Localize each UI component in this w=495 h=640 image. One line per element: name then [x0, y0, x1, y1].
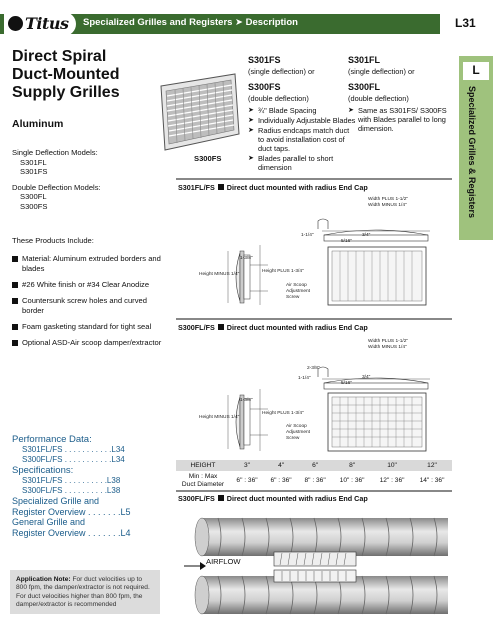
table-cell: 6" : 36" [264, 471, 298, 490]
specifications-ref-1[interactable]: S301FL/FS . . . . . . . . . .L38 [22, 476, 121, 485]
s2-width-plus: Width PLUS 1-1/2" [368, 339, 409, 344]
table-row [176, 471, 452, 490]
feature-bullet: Optional ASD-Air scoop damper/extractor [12, 338, 162, 348]
table-cell: 12" [412, 460, 452, 471]
model-s301fl-sub: (single deflection) or [348, 67, 415, 76]
section-1-title [178, 183, 368, 192]
s300fs-feature: ➤ ¾" Blade Spacing [248, 106, 356, 115]
performance-ref-2[interactable]: S300FL/FS . . . . . . . . . . .L34 [22, 455, 125, 464]
section-divider [176, 318, 452, 320]
duct-diameter-table [176, 460, 452, 490]
side-tab-letter: L [472, 63, 480, 77]
performance-heading: Performance Data: [12, 434, 92, 445]
table-cell: 8" [332, 460, 372, 471]
s2-width-minus: Width MINUS 1/4" [368, 345, 407, 350]
feature-bullet: Foam gasketing standard for tight seal [12, 322, 162, 332]
double-model-2: S300FS [20, 201, 48, 211]
section-3-model: S300FL/FS [178, 494, 215, 503]
section-divider [176, 178, 452, 180]
product-title-line-2: Duct-Mounted [12, 66, 120, 83]
table-cell: 12" : 36" [372, 471, 412, 490]
page-header [0, 10, 495, 38]
s1-height-plus: Height PLUS 1-3/4" [262, 269, 304, 274]
logo-text: Titus [25, 14, 69, 33]
feature-bullet: Countersunk screw holes and curved border [12, 296, 162, 316]
overview-ref-2-line-2[interactable]: Register Overview . . . . . . .L4 [12, 527, 131, 538]
s2-dim-0: 2-3/8" [307, 366, 320, 371]
titus-logo [4, 12, 76, 36]
models-list [12, 148, 162, 211]
photo-caption: S300FS [194, 154, 222, 163]
s1-width-plus: Width PLUS 1-1/2" [368, 197, 409, 202]
s1-width-minus: Width MINUS 1/4" [368, 203, 407, 208]
s300fs-feature: ➤ Individually Adjustable Blades [248, 116, 356, 125]
s2-air-scoop: Air Scoop Adjustment Screw [286, 424, 310, 441]
specifications-ref-2[interactable]: S300FL/FS . . . . . . . . . .L38 [22, 486, 121, 495]
performance-ref-1[interactable]: S301FL/FS . . . . . . . . . . .L34 [22, 445, 125, 454]
diameter-label-line-1: Min : Max [188, 472, 218, 480]
section-2-model: S300FL/FS [178, 323, 215, 332]
s300fl-feature: ➤ Same as S301FS/ S300FS with Blades parallel to long dimension. [348, 106, 448, 133]
side-tab-label: Specialized Grilles & Registers [467, 86, 477, 219]
feature-bullet: #26 White finish or #34 Clear Anodize [12, 280, 162, 290]
table-cell: 10" : 36" [332, 471, 372, 490]
specifications-heading: Specifications: [12, 465, 74, 476]
material-heading: Aluminum [12, 118, 64, 130]
model-s301fs-sub: (single deflection) or [248, 67, 315, 76]
table-row [176, 460, 452, 471]
s300fs-feature: ➤ Radius endcaps match duct to avoid installation cost of duct taps. [248, 126, 356, 153]
single-model-1: S301FL [20, 157, 47, 167]
model-s300fl-sub: (double deflection) [348, 94, 409, 103]
table-cell: 4" [264, 460, 298, 471]
grille-product-photo [155, 72, 243, 152]
logo-globe-icon [8, 16, 23, 31]
s1-height-minus: Height MINUS 1/4" [199, 272, 240, 277]
section-1-desc: Direct duct mounted with radius End Cap [226, 183, 368, 192]
page-number: L31 [455, 16, 476, 30]
s1-dim-2: 3/4" [362, 233, 371, 238]
s1-dim-3: 5/16" [341, 239, 353, 244]
double-deflection-label: Double Deflection Models: [12, 182, 101, 192]
s1-dim-4: 1-3/8" [240, 256, 253, 261]
overview-ref-1-line-2[interactable]: Register Overview . . . . . . .L5 [12, 506, 131, 517]
table-cell: 8" : 36" [298, 471, 332, 490]
diameter-label-line-2: Duct Diameter [181, 480, 225, 488]
s2-dim-3: 5/16" [341, 381, 353, 386]
s2-dim-4: 1-3/8" [240, 398, 253, 403]
application-note-label: Application Note: [16, 576, 71, 583]
section-1-model: S301FL/FS [178, 183, 215, 192]
product-title-line-3: Supply Grilles [12, 84, 120, 101]
s1-dim-1: 1-1/4" [301, 233, 314, 238]
section-2-title [178, 323, 368, 332]
model-s301fs-name: S301FS [248, 55, 281, 65]
table-cell: 14" : 36" [412, 471, 452, 490]
table-header-diameter [176, 471, 230, 490]
includes-label: These Products Include: [12, 236, 94, 245]
product-title-block [12, 48, 160, 130]
model-s300fl-name: S300FL [348, 82, 381, 92]
feature-bullet: Material: Aluminum extruded borders and blades [12, 254, 162, 274]
airflow-label: AIRFLOW [206, 557, 241, 566]
model-s300fs-name: S300FS [248, 82, 281, 92]
table-cell: 10" [372, 460, 412, 471]
table-cell: 3" [230, 460, 264, 471]
single-model-2: S301FS [20, 167, 48, 176]
table-header-height: HEIGHT [176, 460, 230, 471]
application-note-text: For duct velocities up to 800 fpm, the damper/extractor is not required. For duct velocities higher than 800 fpm, the damper/extractor is recommended [16, 576, 150, 609]
section-divider [176, 490, 452, 492]
section-2-desc: Direct duct mounted with radius End Cap [226, 323, 368, 332]
application-note [10, 570, 160, 614]
model-s301fl-name: S301FL [348, 55, 381, 65]
single-deflection-label: Single Deflection Models: [12, 148, 98, 157]
overview-ref-2-line-1[interactable]: General Grille and [12, 517, 86, 527]
s300fl-feature-list [348, 106, 448, 134]
section-3-title [178, 494, 368, 503]
s2-dim-2: 3/4" [362, 375, 371, 380]
s2-height-plus: Height PLUS 1-3/4" [262, 411, 304, 416]
reference-index [12, 434, 172, 538]
model-s300fs-sub: (double deflection) [248, 94, 309, 103]
s300fs-feature-list [248, 106, 356, 173]
overview-ref-1-line-1[interactable]: Specialized Grille and [12, 496, 100, 506]
double-model-1: S300FL [20, 192, 47, 201]
s2-height-minus: Height MINUS 1/4" [199, 415, 240, 420]
side-tab-letter-box [463, 62, 489, 80]
s300fs-feature: ➤ Blades parallel to short dimension [248, 154, 356, 172]
table-cell: 6" [298, 460, 332, 471]
table-cell: 6" : 36" [230, 471, 264, 490]
header-title: Specialized Grilles and Registers ➤ Description [83, 17, 298, 28]
section-side-tab [459, 56, 493, 240]
s1-air-scoop: Air Scoop Adjustment Screw [286, 283, 310, 300]
product-title-line-1: Direct Spiral [12, 48, 107, 65]
s2-dim-1: 1-1/4" [298, 376, 311, 381]
feature-bullet-list [12, 254, 162, 354]
section-3-desc: Direct duct mounted with radius End Cap [226, 494, 368, 503]
